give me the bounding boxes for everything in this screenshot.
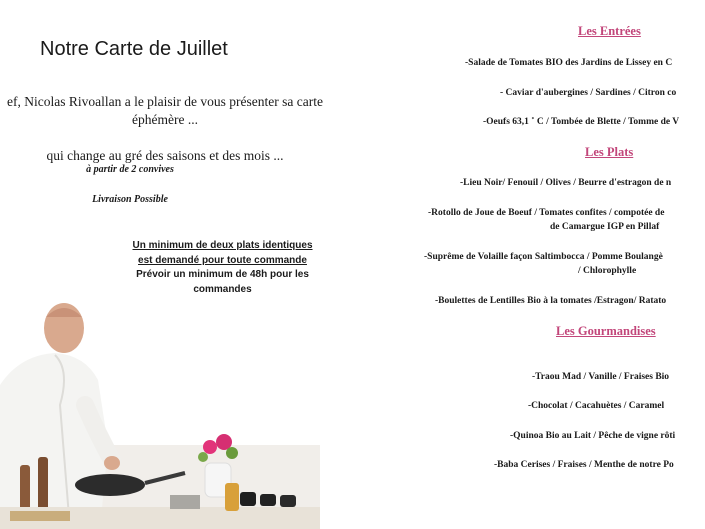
plat-item-2b: de Camargue IGP en Pillaf bbox=[550, 222, 660, 232]
order-line-3: Prévoir un minimum de 48h pour les bbox=[136, 269, 309, 281]
plat-item-1: -Lieu Noir/ Fenouil / Olives / Beurre d'estragon de n bbox=[460, 178, 672, 188]
chef-photo bbox=[0, 295, 320, 529]
entree-item-1: -Salade de Tomates BIO des Jardins de Lissey en C bbox=[465, 58, 673, 68]
order-line-2: est demandé pour toute commande bbox=[138, 254, 307, 266]
intro-line-1: ef, Nicolas Rivoallan a le plaisir de vous présenter sa carte bbox=[6, 94, 323, 109]
order-line-1: Un minimum de deux plats identiques bbox=[132, 240, 313, 251]
plat-item-2a: -Rotollo de Joue de Boeuf / Tomates confites / compotée de bbox=[428, 208, 665, 218]
gourmandise-item-4: -Baba Cerises / Fraises / Menthe de notre Po bbox=[494, 460, 674, 470]
right-page bbox=[360, 0, 705, 529]
gourmandise-item-1: -Traou Mad / Vanille / Fraises Bio bbox=[532, 372, 670, 382]
gourmandise-item-3: -Quinoa Bio au Lait / Pêche de vigne rôti bbox=[510, 431, 676, 441]
plat-item-3b: / Chlorophylle bbox=[578, 266, 637, 276]
section-title-entrees: Les Entrées bbox=[578, 24, 641, 38]
section-title-plats: Les Plats bbox=[585, 145, 634, 159]
entree-item-3: -Oeufs 63,1 ˚ C / Tombée de Blette / Tomme de V bbox=[483, 117, 680, 127]
entree-item-2: - Caviar d'aubergines / Sardines / Citron co bbox=[500, 88, 677, 98]
plat-item-3a: -Suprême de Volaille façon Saltimbocca / Pomme Boulangè bbox=[424, 252, 663, 262]
plat-item-4: -Boulettes de Lentilles Bio à la tomates /Estragon/ Ratato bbox=[435, 296, 667, 306]
menu-title: Notre Carte de Juillet bbox=[40, 38, 228, 60]
order-line-4: commandes bbox=[193, 284, 252, 296]
min-guests-note: à partir de 2 convives bbox=[86, 164, 174, 175]
intro-line-3: qui change au gré des saisons et des mois ... bbox=[46, 148, 284, 163]
delivery-note: Livraison Possible bbox=[92, 194, 168, 205]
intro-line-2: éphémère ... bbox=[132, 112, 198, 127]
section-title-gourmandises: Les Gourmandises bbox=[556, 324, 656, 338]
gourmandise-item-2: -Chocolat / Cacahuètes / Caramel bbox=[528, 401, 665, 411]
